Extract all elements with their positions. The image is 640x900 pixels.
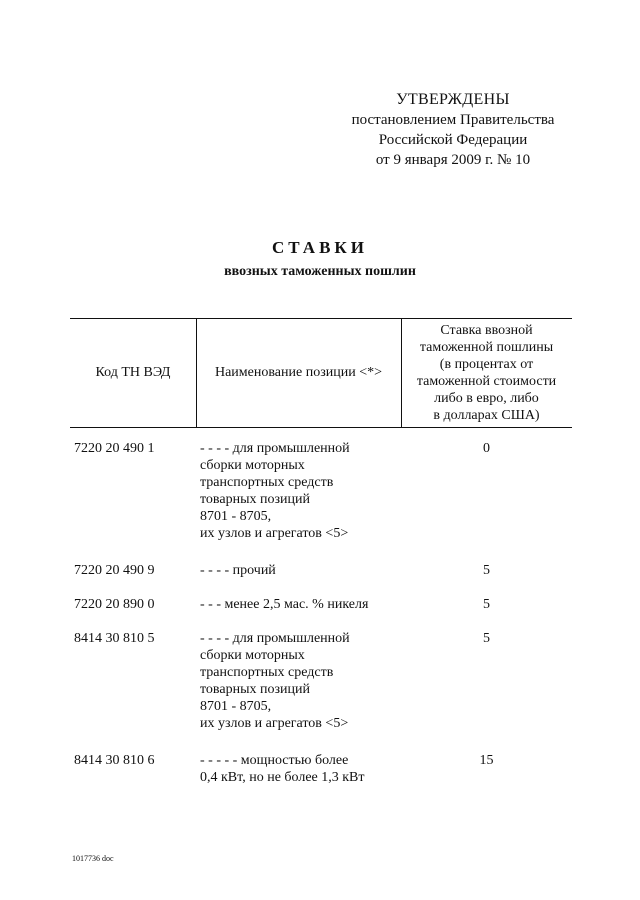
row-name-line: товарных позиций: [200, 682, 310, 697]
row-name: [200, 596, 400, 613]
header-name: [196, 318, 401, 427]
header-rate: [401, 318, 572, 427]
header-rate-line: в долларах США): [433, 407, 540, 423]
header-code-label: Код ТН ВЭД: [95, 365, 171, 380]
row-name-line: транспортных средств: [200, 665, 334, 680]
document-subtitle: ввозных таможенных пошлин: [224, 264, 416, 279]
table-header-bottom-rule: [70, 427, 572, 428]
header-code: [70, 318, 196, 427]
row-code: 7220 20 890 0: [74, 597, 155, 612]
row-code: 7220 20 490 9: [74, 563, 155, 578]
header-name-label: Наименование позиции <*>: [214, 365, 382, 380]
row-rate: 15: [479, 753, 494, 768]
row-name-line: 0,4 кВт, но не более 1,3 кВт: [200, 770, 365, 785]
approval-line: постановлением Правительства: [351, 112, 555, 128]
approval-block: [300, 90, 606, 170]
approval-line: Российской Федерации: [378, 132, 528, 148]
row-name-line: сборки моторных: [200, 648, 305, 663]
row-name-line: - - - - для промышленной: [200, 631, 350, 646]
row-name-line: транспортных средств: [200, 475, 334, 490]
header-rate-line: либо в евро, либо: [434, 390, 539, 406]
row-code: 7220 20 490 1: [74, 441, 155, 456]
approval-heading: УТВЕРЖДЕНЫ: [396, 91, 510, 108]
row-name: [200, 630, 400, 732]
header-rate-line: таможенной стоимости: [416, 373, 557, 389]
row-name-line: - - - - для промышленной: [200, 441, 350, 456]
approval-line: от 9 января 2009 г. № 10: [375, 152, 531, 168]
row-name-line: их узлов и агрегатов <5>: [200, 526, 349, 541]
row-name-line: их узлов и агрегатов <5>: [200, 716, 349, 731]
row-name-line: 8701 - 8705,: [200, 509, 272, 524]
row-name: [200, 440, 400, 542]
row-rate: 5: [483, 631, 490, 646]
row-name: [200, 752, 400, 786]
row-name-line: сборки моторных: [200, 458, 305, 473]
row-code: 8414 30 810 6: [74, 753, 155, 768]
header-rate-line: таможенной пошлины: [419, 339, 554, 355]
document-footer: 1017736 doc: [72, 854, 114, 863]
row-name-line: товарных позиций: [200, 492, 310, 507]
row-name-line: 8701 - 8705,: [200, 699, 272, 714]
row-name-line: - - - - - мощностью более: [200, 753, 349, 768]
document-title: СТАВКИ: [272, 238, 368, 257]
row-rate: 0: [483, 441, 490, 456]
header-rate-line: (в процентах от: [439, 356, 534, 372]
row-code: 8414 30 810 5: [74, 631, 155, 646]
row-rate: 5: [483, 597, 490, 612]
row-name: [200, 562, 400, 579]
row-name-line: - - - - прочий: [200, 563, 276, 578]
row-name-line: - - - менее 2,5 мас. % никеля: [200, 597, 369, 612]
header-rate-line: Ставка ввозной: [440, 322, 533, 338]
row-rate: 5: [483, 563, 490, 578]
